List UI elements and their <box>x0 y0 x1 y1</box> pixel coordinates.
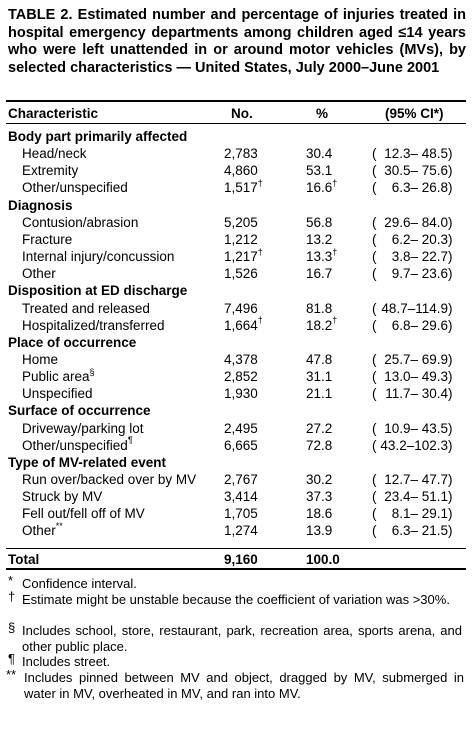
section-title: Disposition at ED discharge <box>8 283 188 299</box>
cell-text: Other <box>22 266 56 282</box>
row-label <box>22 179 128 196</box>
ci-close-paren: ) <box>448 472 453 487</box>
table-row <box>0 488 473 505</box>
row-no <box>224 248 263 265</box>
table-row <box>0 145 473 162</box>
ci-range: 23.4– 51.1 <box>384 489 448 505</box>
ci-close-paren: ) <box>448 489 453 505</box>
ci-close-paren: ) <box>448 214 453 230</box>
cell-text: 7,496 <box>224 300 258 316</box>
ci-close-paren: ) <box>448 506 453 522</box>
row-label <box>22 231 72 248</box>
table-row <box>0 385 473 402</box>
table-row <box>0 522 473 539</box>
cell-text: 18.2 <box>306 317 333 333</box>
section-title: Surface of occurrence <box>8 403 151 419</box>
cell-text: Hospitalized/transferred <box>22 317 165 333</box>
row-pct <box>306 505 332 522</box>
row-label <box>22 317 165 334</box>
row-pct <box>306 162 332 179</box>
cell-text: 1,274 <box>224 523 258 539</box>
total-no: 9,160 <box>224 552 258 567</box>
footnote-text: Includes pinned between MV and object, dragged by MV, submerged in water in MV, overheated in MV, and ran into MV. <box>24 670 464 701</box>
row-pct <box>306 300 332 317</box>
cell-text: 1,930 <box>224 386 258 402</box>
cell-text: 21.1 <box>306 386 333 402</box>
cell-text: 2,852 <box>224 369 258 385</box>
header-pct: % <box>316 106 329 121</box>
ci-open-paren: ( <box>372 214 377 230</box>
header-rule <box>6 123 466 124</box>
section-heading <box>0 282 473 299</box>
row-label <box>22 145 87 162</box>
cell-text: 30.4 <box>306 146 333 162</box>
cell-text: 1,526 <box>224 266 258 282</box>
row-label <box>22 248 174 265</box>
cell-text: Treated and released <box>22 300 150 316</box>
row-no <box>224 179 263 196</box>
header-ci: (95% CI*) <box>385 106 444 121</box>
table-row <box>0 317 473 334</box>
cell-text: 37.3 <box>306 489 333 505</box>
total-label: Total <box>8 552 40 567</box>
ci-range: 13.0– 49.3 <box>384 369 448 385</box>
footnote-symbol: † <box>8 589 16 604</box>
row-label <box>22 351 58 368</box>
row-label <box>22 420 144 437</box>
table-row <box>0 248 473 265</box>
footnote-symbol: ** <box>6 667 17 682</box>
table-row <box>0 214 473 231</box>
ci-range: 48.7–114.9 <box>381 300 448 316</box>
ci-range: 6.3– 26.8 <box>391 180 448 196</box>
cell-text: 47.8 <box>306 351 333 367</box>
ci-close-paren: ) <box>448 249 453 265</box>
section-heading <box>0 128 473 145</box>
section-heading <box>0 454 473 471</box>
footnote-mark: ¶ <box>127 435 133 446</box>
ci-close-paren: ) <box>448 163 453 179</box>
footnote-symbol: * <box>8 573 14 588</box>
cell-text: Run over/backed over by MV <box>22 472 197 487</box>
table-row <box>0 471 473 488</box>
cell-text: 53.1 <box>306 163 333 179</box>
cell-text: Contusion/abrasion <box>22 214 139 230</box>
footnote-text: Includes street. <box>22 654 111 669</box>
cell-text: 1,212 <box>224 231 258 247</box>
row-pct <box>306 385 332 402</box>
row-no <box>224 368 258 385</box>
section-title: Body part primarily affected <box>8 129 188 144</box>
ci-open-paren: ( <box>372 523 377 539</box>
table-row <box>0 179 473 196</box>
row-no <box>224 300 258 317</box>
cell-text: 6,665 <box>224 437 258 453</box>
table-row <box>0 351 473 368</box>
ci-close-paren: ) <box>448 266 453 282</box>
row-pct <box>306 488 332 505</box>
ci-close-paren: ) <box>448 420 453 436</box>
row-pct <box>306 265 332 282</box>
section-heading <box>0 197 473 214</box>
row-no <box>224 317 263 334</box>
ci-close-paren: ) <box>448 523 453 539</box>
ci-close-paren: ) <box>448 386 453 402</box>
row-pct <box>306 368 332 385</box>
cell-text: 2,783 <box>224 146 258 162</box>
footnote-symbol: § <box>8 620 16 635</box>
ci-open-paren: ( <box>372 472 377 487</box>
cell-text: Struck by MV <box>22 489 103 505</box>
total-pct: 100.0 <box>306 552 340 567</box>
cell-text: 1,217 <box>224 249 258 265</box>
row-no <box>224 265 258 282</box>
footnote-mark: † <box>257 315 263 326</box>
ci-range: 3.8– 22.7 <box>391 249 448 265</box>
table-row <box>0 265 473 282</box>
cell-text: 2,767 <box>224 472 258 487</box>
footnote-mark: † <box>257 246 263 257</box>
row-pct <box>306 437 332 454</box>
row-pct <box>306 420 332 437</box>
cell-text: Unspecified <box>22 386 93 402</box>
cell-text: Extremity <box>22 163 79 179</box>
row-label <box>22 385 93 402</box>
row-no <box>224 385 258 402</box>
row-no <box>224 505 258 522</box>
cell-text: 13.3 <box>306 249 333 265</box>
cell-text: 4,378 <box>224 351 258 367</box>
table-row <box>0 231 473 248</box>
table-row <box>0 437 473 454</box>
row-pct <box>306 214 332 231</box>
cell-text: Internal injury/concussion <box>22 249 175 265</box>
ci-open-paren: ( <box>372 386 377 402</box>
ci-range: 9.7– 23.6 <box>391 266 448 282</box>
row-pct <box>306 471 332 488</box>
footnote-mark: † <box>332 246 338 257</box>
row-label <box>22 488 102 505</box>
row-pct <box>306 145 332 162</box>
row-no <box>224 145 258 162</box>
row-label <box>22 522 63 539</box>
ci-range: 8.1– 29.1 <box>391 506 448 522</box>
row-no <box>224 351 258 368</box>
footnote-symbol: ¶ <box>8 651 15 666</box>
cell-text: 13.9 <box>306 523 333 539</box>
section-title: Place of occurrence <box>8 334 137 350</box>
cell-text: 72.8 <box>306 437 333 453</box>
ci-open-paren: ( <box>372 249 377 265</box>
cell-text: 81.8 <box>306 300 333 316</box>
row-pct <box>306 351 332 368</box>
ci-open-paren: ( <box>372 369 377 385</box>
ci-open-paren: ( <box>372 317 377 333</box>
cell-text: 1,517 <box>224 180 258 196</box>
ci-range: 10.9– 43.5 <box>384 420 448 436</box>
row-pct <box>306 179 337 196</box>
section-title: Diagnosis <box>8 197 73 213</box>
ci-range: 25.7– 69.9 <box>384 351 448 367</box>
cell-text: 1,705 <box>224 506 258 522</box>
top-rule <box>6 100 466 102</box>
table-title: TABLE 2. Estimated number and percentage of injuries treated in hospital emergency departments among children aged ≤14 years who were left unattended in or around motor vehicles (MVs), by selected characteristics — United States, July 2000–June 2001 <box>8 7 466 76</box>
table-row <box>0 505 473 522</box>
row-no <box>224 162 258 179</box>
cell-text: Other <box>22 523 56 539</box>
cell-text: Head/neck <box>22 146 87 162</box>
ci-open-paren: ( <box>372 231 377 247</box>
cell-text: 30.2 <box>306 472 333 487</box>
section-title: Type of MV-related event <box>8 454 167 470</box>
row-no <box>224 471 258 488</box>
ci-close-paren: ) <box>448 351 453 367</box>
cell-text: 56.8 <box>306 214 333 230</box>
ci-close-paren: ) <box>448 146 453 162</box>
section-heading <box>0 402 473 419</box>
ci-close-paren: ) <box>448 180 453 196</box>
ci-close-paren: ) <box>448 300 453 316</box>
ci-range: 29.6– 84.0 <box>384 214 448 230</box>
row-no <box>224 488 258 505</box>
cell-text: 3,414 <box>224 489 258 505</box>
row-no <box>224 437 258 454</box>
cell-text: 31.1 <box>306 369 333 385</box>
row-pct <box>306 317 337 334</box>
row-label <box>22 471 196 488</box>
total-row <box>0 551 473 568</box>
cell-text: 16.7 <box>306 266 333 282</box>
ci-close-paren: ) <box>448 437 453 453</box>
row-pct <box>306 248 337 265</box>
row-label <box>22 265 56 282</box>
section-heading <box>0 334 473 351</box>
row-label <box>22 214 138 231</box>
ci-open-paren: ( <box>372 300 377 316</box>
footnote-mark: ** <box>55 520 63 531</box>
ci-close-paren: ) <box>448 369 453 385</box>
ci-open-paren: ( <box>372 351 377 367</box>
cell-text: Other/unspecified <box>22 180 128 196</box>
ci-open-paren: ( <box>372 437 377 453</box>
header-characteristic: Characteristic <box>8 106 99 121</box>
row-pct <box>306 522 332 539</box>
cell-text: Public area <box>22 369 90 385</box>
cell-text: 1,664 <box>224 317 258 333</box>
footnote-mark: † <box>332 315 338 326</box>
cell-text: Other/unspecified <box>22 437 128 453</box>
footnote-text: Includes school, store, restaurant, park, recreation area, sports arena, and other public place. <box>22 623 462 654</box>
row-no <box>224 214 258 231</box>
ci-close-paren: ) <box>448 231 453 247</box>
cell-text: 13.2 <box>306 231 333 247</box>
row-label <box>22 505 145 522</box>
total-rule <box>6 548 466 549</box>
row-label <box>22 368 95 385</box>
cell-text: 16.6 <box>306 180 333 196</box>
footnote-text: Confidence interval. <box>22 576 137 591</box>
ci-close-paren: ) <box>448 317 453 333</box>
table-row <box>0 420 473 437</box>
row-label <box>22 300 150 317</box>
ci-range: 11.7– 30.4 <box>385 386 448 402</box>
cell-text: Driveway/parking lot <box>22 420 144 436</box>
footnote-mark: † <box>332 177 338 188</box>
ci-open-paren: ( <box>372 266 377 282</box>
footnote-mark: § <box>89 366 95 377</box>
bottom-rule <box>6 568 466 570</box>
ci-range: 6.2– 20.3 <box>391 231 448 247</box>
cell-text: 27.2 <box>306 420 333 436</box>
ci-open-paren: ( <box>372 420 377 436</box>
cell-text: Home <box>22 351 59 367</box>
cell-text: 2,495 <box>224 420 258 436</box>
cell-text: Fracture <box>22 231 73 247</box>
ci-range: 43.2–102.3 <box>380 437 448 453</box>
row-no <box>224 231 258 248</box>
row-label <box>22 437 133 454</box>
ci-open-paren: ( <box>372 180 377 196</box>
cell-text: Fell out/fell off of MV <box>22 506 145 522</box>
footnote-text: Estimate might be unstable because the coefficient of variation was >30%. <box>22 592 450 607</box>
table-row <box>0 162 473 179</box>
row-no <box>224 522 258 539</box>
header-no: No. <box>231 106 253 121</box>
table-row <box>0 368 473 385</box>
ci-range: 30.5– 75.6 <box>384 163 448 179</box>
table-row <box>0 300 473 317</box>
ci-range: 6.8– 29.6 <box>391 317 448 333</box>
cell-text: 18.6 <box>306 506 333 522</box>
row-no <box>224 420 258 437</box>
ci-open-paren: ( <box>372 163 377 179</box>
row-label <box>22 162 78 179</box>
ci-open-paren: ( <box>372 506 377 522</box>
ci-range: 12.7– 47.7 <box>384 472 448 487</box>
cell-text: 4,860 <box>224 163 258 179</box>
row-pct <box>306 231 332 248</box>
ci-open-paren: ( <box>372 146 377 162</box>
ci-range: 12.3– 48.5 <box>384 146 448 162</box>
cell-text: 5,205 <box>224 214 258 230</box>
ci-open-paren: ( <box>372 489 377 505</box>
ci-range: 6.3– 21.5 <box>391 523 448 539</box>
footnote-mark: † <box>257 177 263 188</box>
